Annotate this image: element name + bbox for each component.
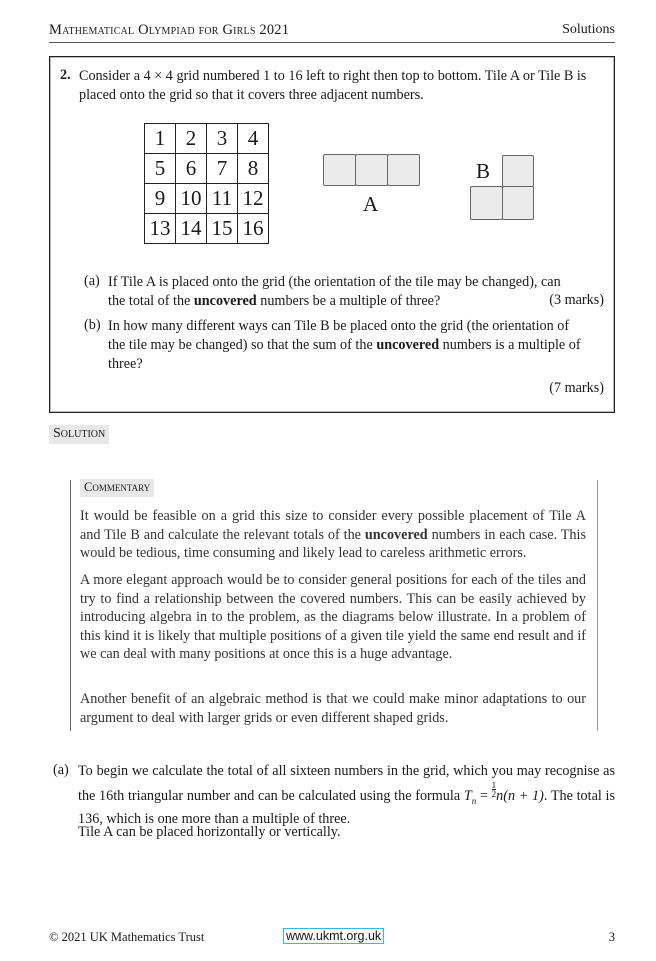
text-span: To begin we calculate the total of all sixteen numbers in the grid, which you may recognise as the 16th triangular number and can be calculated using the formula bbox=[78, 763, 615, 804]
grid-cell: 10 bbox=[176, 184, 207, 214]
commentary-paragraph-1 bbox=[80, 507, 586, 563]
grid-cell: 5 bbox=[145, 154, 176, 184]
part-b-line bbox=[108, 336, 605, 355]
grid-cell: 12 bbox=[238, 184, 269, 214]
grid-cell: 11 bbox=[207, 184, 238, 214]
text-span: numbers is a multiple of bbox=[439, 337, 581, 353]
tile-square bbox=[502, 186, 534, 220]
solution-a-label: (a) bbox=[53, 762, 69, 778]
text-span: numbers be a multiple of three? bbox=[256, 293, 441, 309]
part-b-marks: (7 marks) bbox=[549, 380, 604, 396]
tile-a-label: A bbox=[363, 192, 379, 216]
header-section: Solutions bbox=[562, 22, 615, 37]
part-b-label: (b) bbox=[84, 317, 101, 333]
grid-cell: 9 bbox=[145, 184, 176, 214]
footer-copyright: © 2021 UK Mathematics Trust bbox=[49, 930, 205, 944]
tile-a-diagram bbox=[323, 154, 420, 186]
formula-equals: = bbox=[476, 787, 492, 804]
text-span: the total of the bbox=[108, 293, 194, 309]
tile-square bbox=[470, 186, 503, 220]
commentary-heading: Commentary bbox=[80, 479, 154, 497]
part-a-label: (a) bbox=[84, 273, 100, 289]
part-b-line: three? bbox=[108, 356, 143, 372]
grid-cell: 16 bbox=[238, 214, 269, 244]
number-grid bbox=[144, 123, 269, 244]
header-divider bbox=[49, 42, 615, 43]
part-a-line bbox=[108, 292, 605, 311]
text-span: numbers in each case. This would be tedious, time consuming and likely lead to careless arithmetic errors. bbox=[80, 526, 586, 561]
tile-square bbox=[502, 155, 534, 187]
part-b-line: In how many different ways can Tile B be placed onto the grid (the orientation of bbox=[108, 318, 570, 334]
question-text: Consider a 4 × 4 grid numbered 1 to 16 left to right then top to bottom. Tile A or Tile B is placed onto the grid so that it covers three adjacent numbers. bbox=[79, 68, 587, 103]
solution-a-text-2: Tile A can be placed horizontally or vertically. bbox=[78, 824, 341, 840]
tile-b-label: B bbox=[476, 159, 491, 183]
grid-cell: 3 bbox=[207, 124, 238, 154]
formula-symbol: T bbox=[463, 787, 472, 804]
text-span: . The total is 136, which is one more than a multiple of three. bbox=[78, 787, 615, 827]
footer-website-link[interactable]: www.ukmt.org.uk bbox=[283, 928, 384, 944]
grid-cell: 4 bbox=[238, 124, 269, 154]
formula-subscript: n bbox=[471, 795, 477, 806]
grid-cell: 2 bbox=[176, 124, 207, 154]
grid-cell: 14 bbox=[176, 214, 207, 244]
grid-cell: 13 bbox=[145, 214, 176, 244]
tile-square bbox=[387, 154, 420, 186]
text-span: the tile may be changed) so that the sum of the bbox=[108, 337, 377, 353]
part-b-text bbox=[108, 317, 605, 374]
fraction-numerator: 1 bbox=[491, 779, 497, 790]
grid-cell: 15 bbox=[207, 214, 238, 244]
text-span: It would be feasible on a grid this size to consider every possible placement of Tile A and Tile B and calculate the relevant totals of the bbox=[80, 508, 586, 543]
commentary-paragraph-3: Another benefit of an algebraic method is that we could make minor adaptations to our argument to deal with larger grids or even different shaped grids. bbox=[80, 691, 586, 726]
solution-heading: Solution bbox=[49, 425, 109, 444]
grid-cell: 7 bbox=[207, 154, 238, 184]
formula-expression: n(n + 1) bbox=[496, 787, 544, 804]
page-number: 3 bbox=[608, 930, 615, 944]
tile-square bbox=[323, 154, 356, 186]
solution-a-text bbox=[78, 762, 615, 828]
part-a-marks: (3 marks) bbox=[549, 292, 604, 308]
bold-text: uncovered bbox=[193, 293, 257, 309]
grid-cell: 8 bbox=[238, 154, 269, 184]
header-title: Mathematical Olympiad for Girls 2021 bbox=[49, 22, 290, 38]
bold-text: uncovered bbox=[364, 526, 428, 543]
part-a-line: If Tile A is placed onto the grid (the orientation of the tile may be changed), can bbox=[108, 274, 561, 290]
tile-square bbox=[355, 154, 388, 186]
commentary-paragraph-2: A more elegant approach would be to consider general positions for each of the tiles and try to find a relationship between the covered numbers. This can be easily achieved by introducing algebra in to the problem, as the diagrams below illustrate. In a problem of this kind it is likely that multiple positions of a given tile yield the same end result and if we can deal with many positions at once this is a huge advantage. bbox=[80, 572, 586, 662]
question-number: 2. bbox=[60, 67, 71, 83]
grid-cell: 6 bbox=[176, 154, 207, 184]
part-a-text bbox=[108, 273, 605, 311]
grid-cell: 1 bbox=[145, 124, 176, 154]
bold-text: uncovered bbox=[376, 337, 440, 353]
fraction-denominator: 2 bbox=[491, 788, 497, 799]
